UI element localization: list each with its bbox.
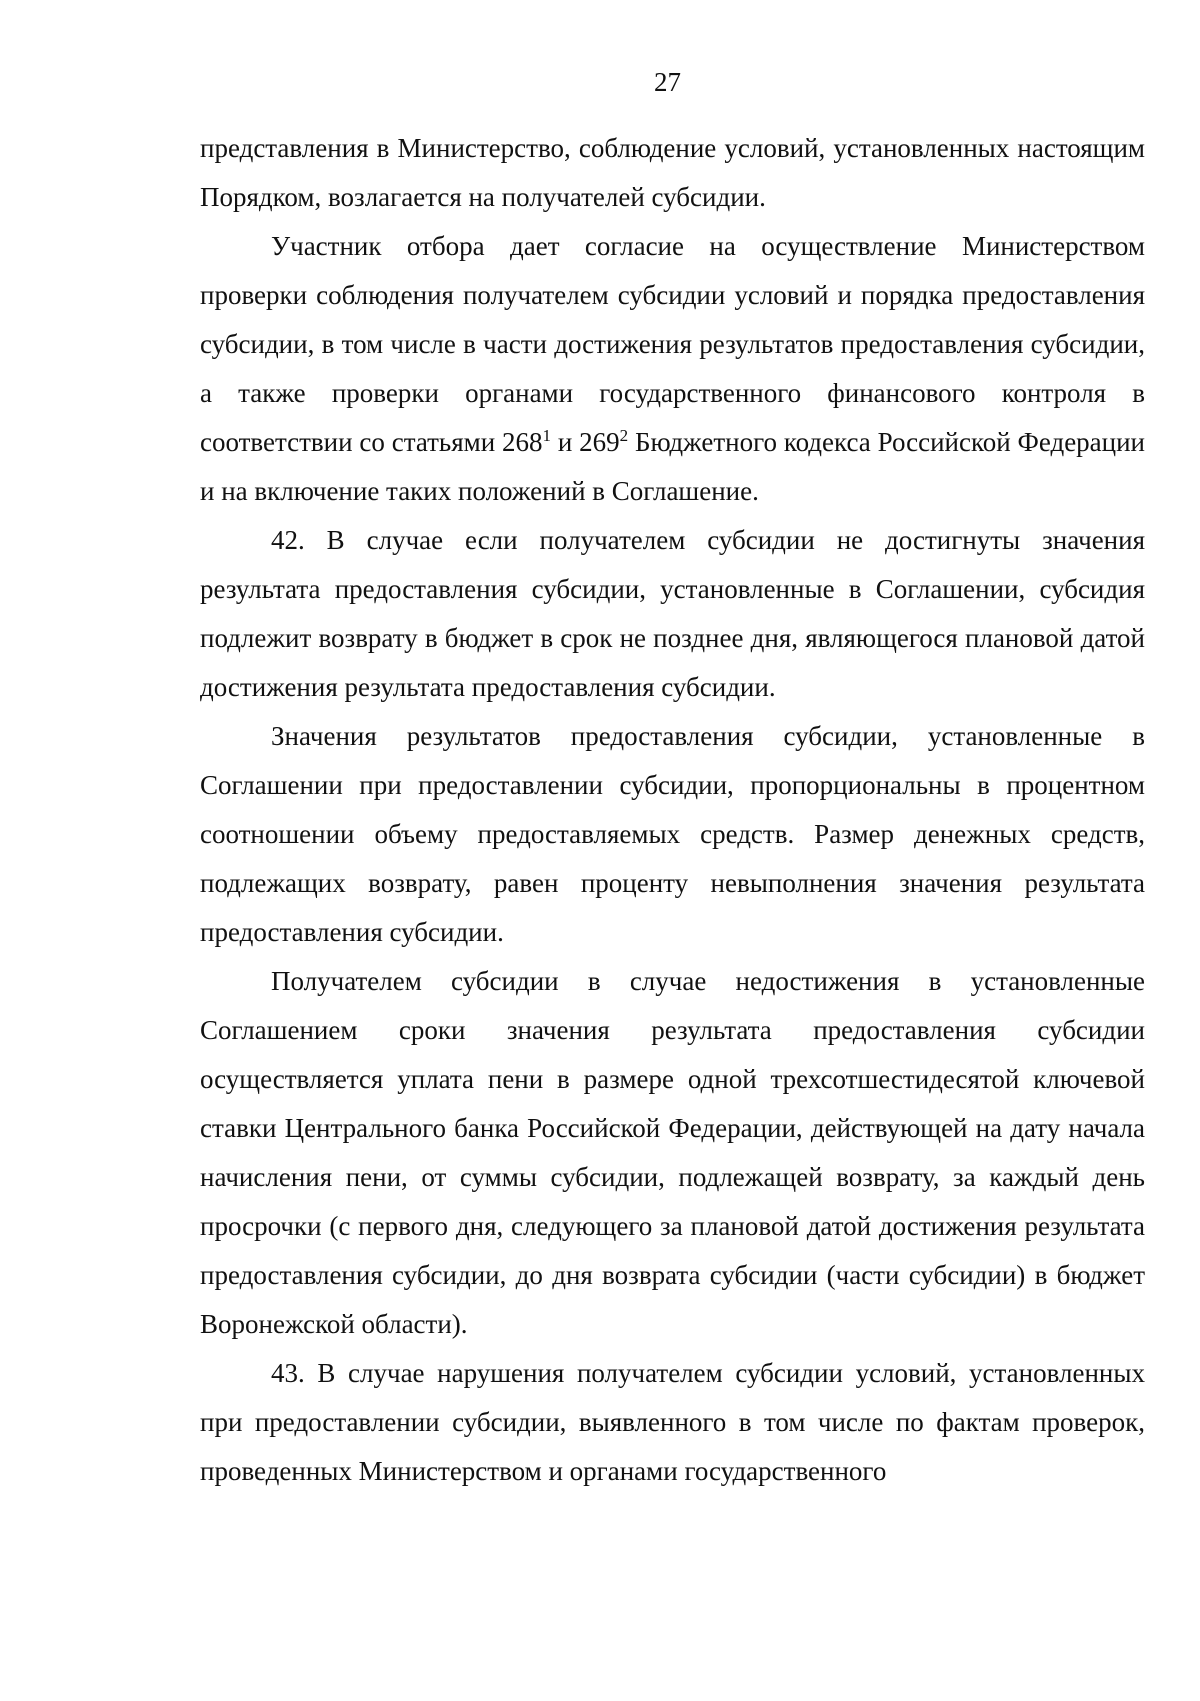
- paragraph-42: 42. В случае если получателем субсидии не достигнуты значения результата предоставления субсидии, установленные в Соглашении, субсидия подлежит возврату в бюджет в срок не позднее дня, являющегося плановой датой достижения результата предоставления субсидии.: [200, 525, 1145, 702]
- document-body: [200, 124, 1145, 1496]
- paragraph-consent-text-2: и 269: [551, 427, 620, 457]
- page-number: 27: [654, 67, 681, 97]
- paragraph-consent-text-3: Бюджетного кодекса Российской Федерации и на включение таких положений в Соглашение.: [200, 427, 1146, 506]
- paragraph-result-values: Значения результатов предоставления субсидии, установленные в Соглашении при предоставлении субсидии, пропорциональны в процентном соотношении объему предоставляемых средств. Размер денежных средств, подлежащих возврату, равен проценту невыполнения значения результата предоставления субсидии.: [200, 721, 1145, 947]
- paragraph-43: 43. В случае нарушения получателем субсидии условий, установленных при предоставлении субсидии, выявленного в том числе по фактам проверок, проведенных Министерством и органами государственного: [200, 1358, 1145, 1486]
- superscript-1: 1: [542, 426, 552, 445]
- paragraph-consent-text-1: Участник отбора дает согласие на осуществление Министерством проверки соблюдения получателем субсидии условий и порядка предоставления субсидии, в том числе в части достижения результатов предоставления субсидии, а также проверки органами государственного финансового контроля в соответствии со статьями 268: [200, 231, 1145, 457]
- paragraph-penalty: Получателем субсидии в случае недостижения в установленные Соглашением сроки значения результата предоставления субсидии осуществляется уплата пени в размере одной трехсотшестидесятой ключевой ставки Центрального банка Российской Федерации, действующей на дату начала начисления пени, от суммы субсидии, подлежащей возврату, за каждый день просрочки (с первого дня, следующего за плановой датой достижения результата предоставления субсидии, до дня возврата субсидии (части субсидии) в бюджет Воронежской области).: [200, 966, 1145, 1339]
- superscript-2: 2: [619, 426, 629, 445]
- paragraph-continuation: представления в Министерство, соблюдение условий, установленных настоящим Порядком, возлагается на получателей субсидии.: [200, 133, 1145, 212]
- paragraph-consent: [200, 222, 1145, 516]
